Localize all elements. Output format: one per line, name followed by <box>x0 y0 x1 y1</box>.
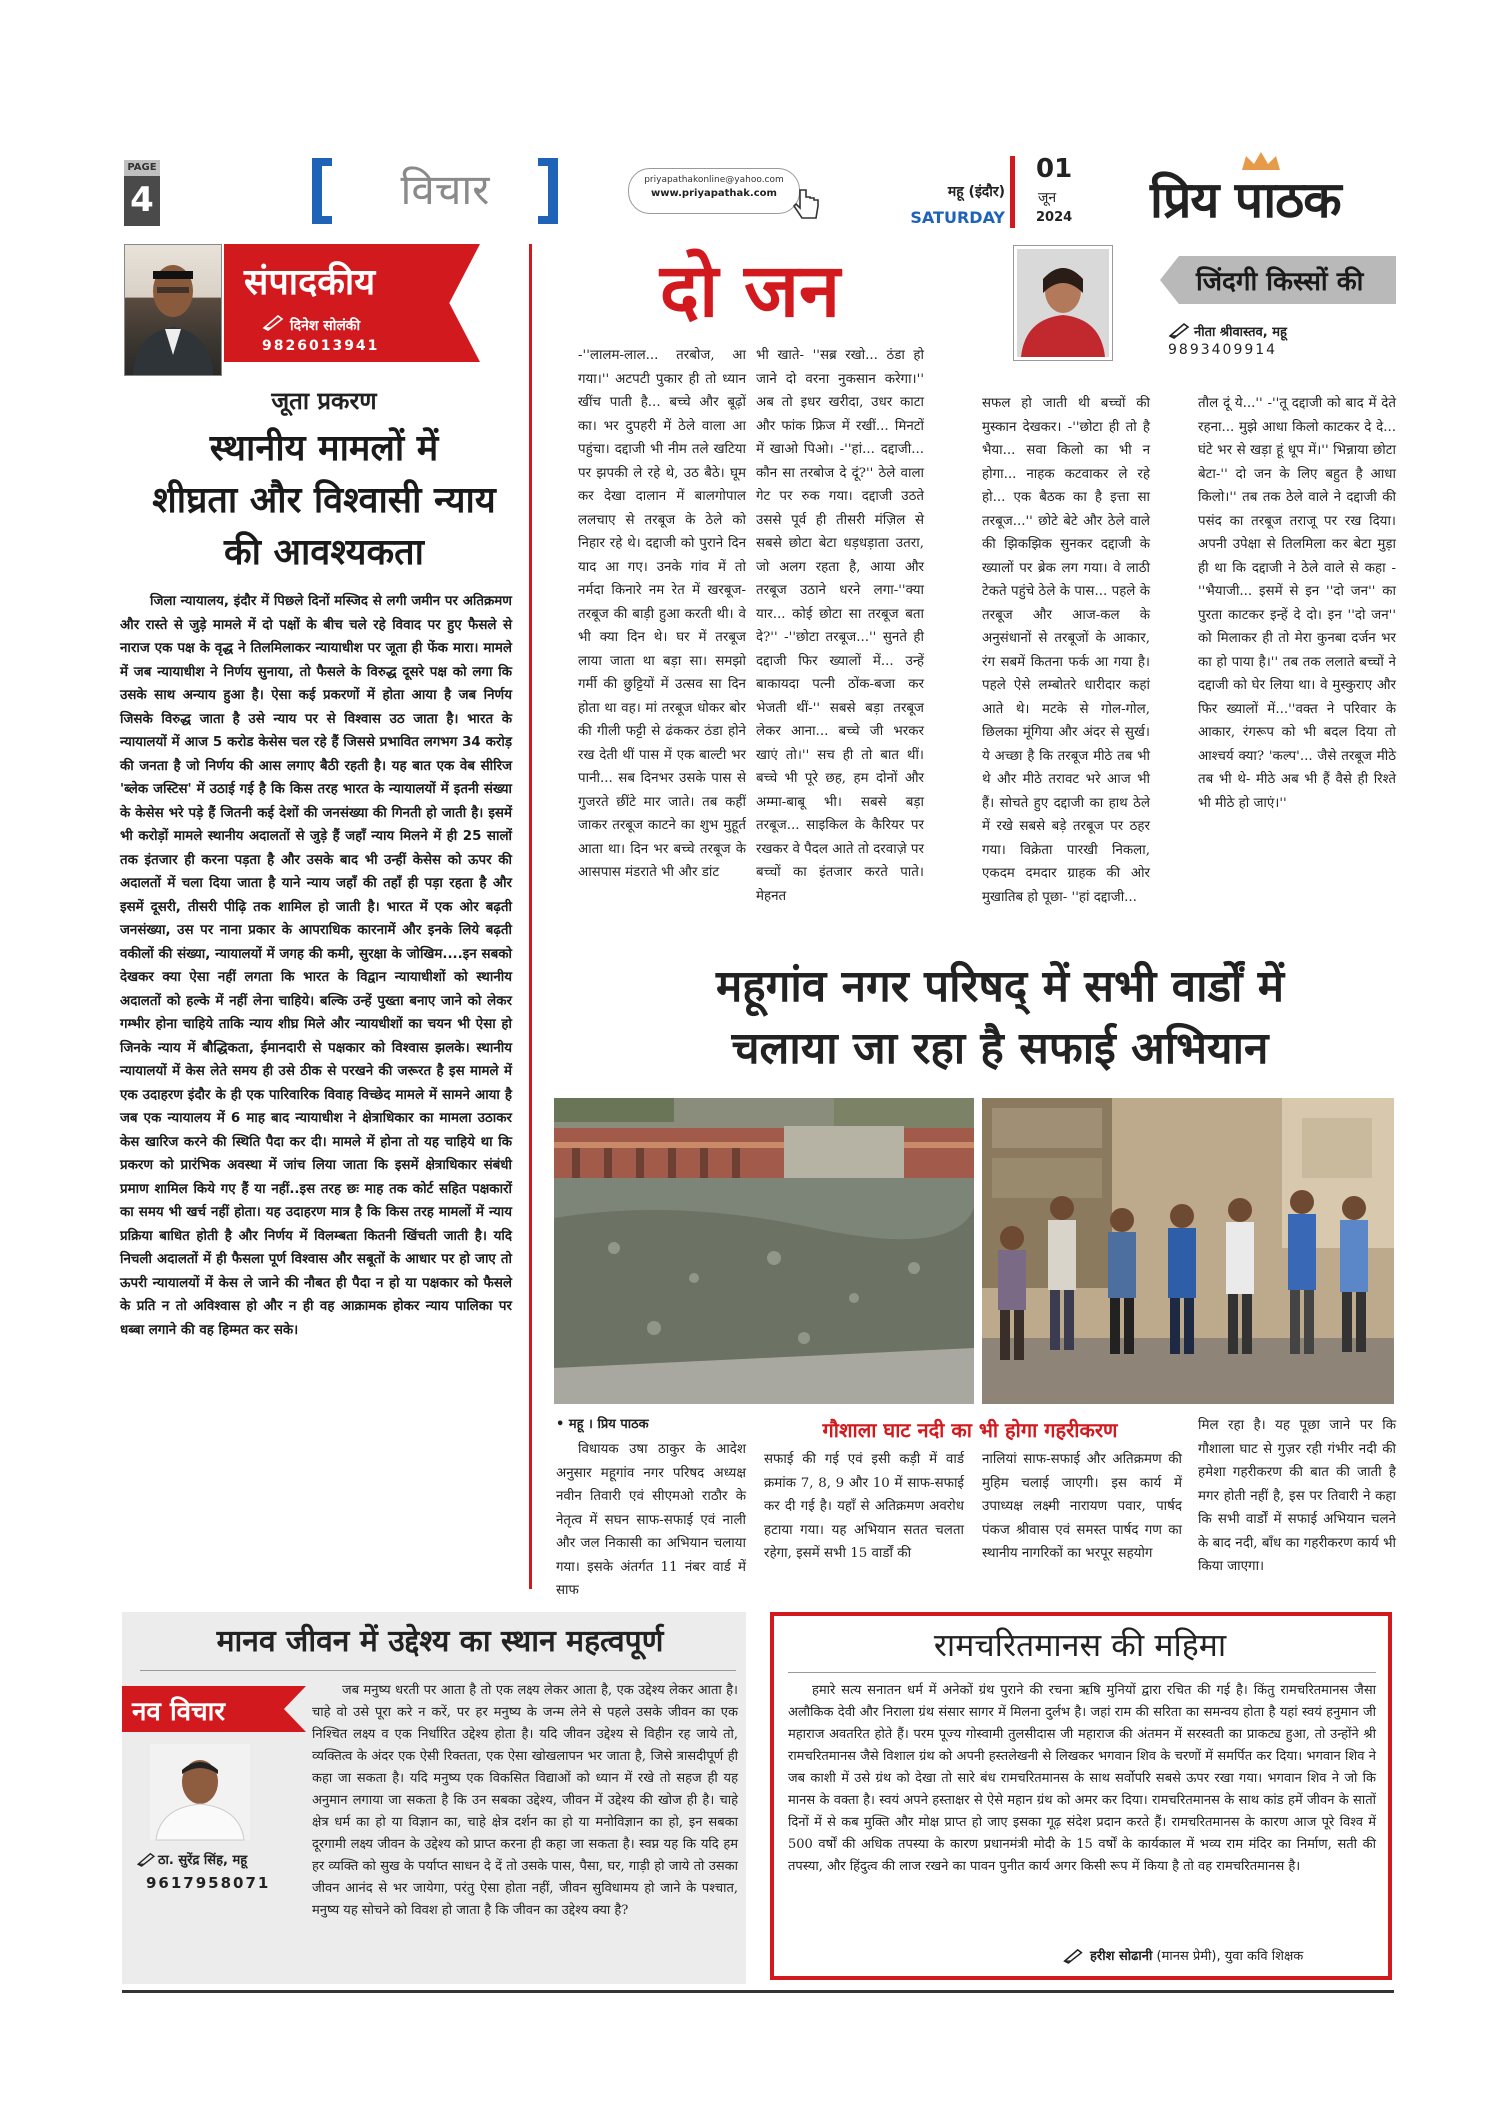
date-year: 2024 <box>1036 210 1073 225</box>
editorial-body: जिला न्यायालय, इंदौर में पिछले दिनों मस्जिद से लगी जमीन पर अतिक्रमण और रास्ते से जुड़े मामले में दो पक्षों के बीच चले रहे विवाद पर हुए फैसले से नाराज एक पक्ष के वृद्ध ने तिलमिलाकर न्यायाधीश पर जूता ही फेंक मारा। मामले में जब न्यायाधीश ने निर्णय सुनाया, तो फैसले के विरुद्ध दूसरे पक्ष को लगा कि उसके साथ अन्याय हुआ है। ऐसा कई प्रकरणों में होता आया है जब निर्णय जिसके विरुद्ध जाता है उसे न्याय पर से विश्वास उठ जाता है। भारत के न्यायालयों में आज 5 करोड केसेस चल रहे हैं जिससे प्रभावित लगभग 34 करोड़ की जनता है जो निर्णय की आस लगाए बैठी रहती है। यह बात एक वेब सीरिज 'ब्लेक जस्टिस' में उठाई गई है कि किस तरह भारत के न्यायालयों में इतनी संख्या के केसेस भरे पड़े हैं जितनी कई देशों की जनसंख्या की गिनती हो जाती है। इसमें भी करोड़ों मामले स्थानीय अदालतों से जुड़े हैं जहाँ न्याय मिलने में ही 25 सालों तक इंतजार ही करना पड़ता है और उसके बाद भी उन्हीं केसेस को ऊपर की अदालतों में चला दिया जाता है याने न्याय जहाँ की तहाँ ही पड़ा रहता है और इसमें दूसरी, तीसरी पीढ़ि तक शामिल हो जाती है। भारत में एक ओर बढ़ती जनसंख्या, उस पर नाना प्रकार के आपराधिक कारनामें और इनके लिये बढ़ती वकीलों की संख्या, न्यायालयों में जगह की कमी, सुरक्षा के जोखिम....इन सबको देखकर क्या ऐसा नहीं लगता कि भारत के विद्वान न्यायाधीशों को स्थानीय अदालतों को हल्के में नहीं लेना चाहिये। बल्कि उन्हें पुख्ता बनाए जाने को लेकर गम्भीर होना चाहिये ताकि न्याय शीघ्र मिले और न्यायधीशों का चयन भी ऐसा हो जिनके न्याय में बौद्धिकता, ईमानदारी से पक्षकार को विश्वास झलके। स्थानीय न्यायालयों में केस लेते समय ही उसे ठीक से परखने की जरूरत है इस मामले में एक उदाहरण इंदौर के ही एक पारिवारिक विवाह विच्छेद मामले में सामने आया है जब एक न्यायालय में 6 माह बाद न्यायाधीश ने क्षेत्राधिकार का मामला उठाकर केस खारिज करने की स्थिति पैदा कर दी। मामले में होना तो यह चाहिये था कि प्रकरण को प्रारंभिक अवस्था में जांच लिया जाता कि इसमें क्षेत्राधिकार संबंधी प्रमाण शामिल किये गए हैं या नहीं..इस तरह छः माह तक कोर्ट सहित पक्षकारों का समय भी खर्च नहीं होता। यह उदाहरण मात्र है कि किस तरह मामलों में न्याय प्रक्रिया बाधित होती है और निर्णय में विलम्बता कितनी खिंचती जाती है। यदि निचली अदालतों में ही फैसला पूर्ण विश्वास और सबूतों के आधार पर हो जाए तो ऊपरी न्यायालयों में केस ले जाने की नौबत ही पैदा न हो या पक्षकार को फैसले के प्रति न तो अविश्वास हो और न ही वह आक्रामक होकर न्याय पालिका पर धब्बा लगाने की वह हिम्मत कर सके। <box>120 594 513 1338</box>
page-label-box <box>124 160 160 226</box>
zindagi-label: जिंदगी किस्सों की <box>1196 267 1364 297</box>
day-text: SATURDAY <box>910 208 1005 227</box>
nav-vichar-headline: मानव जीवन में उद्देश्य का स्थान महत्वपूर्ण <box>216 1624 664 1659</box>
page-label: PAGE <box>124 160 160 176</box>
nav-vichar-phone: 9617958071 <box>146 1874 271 1892</box>
news-subhead: गौशाला घाट नदी का भी होगा गहरीकरण <box>822 1418 1118 1442</box>
photo-officials <box>982 1098 1394 1404</box>
editorial-photo <box>124 244 222 376</box>
section-bracket-left-top <box>312 158 332 166</box>
email-text: priyapathakonline@yahoo.com <box>644 175 784 185</box>
nav-vichar-photo <box>150 1744 250 1840</box>
nav-vichar-label: नव विचार <box>132 1697 226 1727</box>
editorial-kicker: जूता प्रकरण <box>271 386 377 415</box>
section-bracket-right-bot <box>538 216 558 224</box>
pen-icon <box>262 314 284 330</box>
date-divider <box>1010 156 1015 228</box>
place-text: महू (इंदौर) <box>947 184 1005 200</box>
story-col-2: भी खाते- ''सब्र रखो... ठंडा हो जाने दो वरना नुकसान करेगा।'' अब तो इधर खरीदा, उधर काटा और फांक फ्रिज में रखीं... मिनटों में खाओ पिओ। -''हां... दद्दाजी... कौन सा तरबोज दे दूं?'' ठेले वाला गेट पर रुक गया। दद्दाजी उठते उससे पूर्व ही तीसरी मंज़िल से सबसे छोटा बेटा धड़धड़ाता उतरा, जो अलग रहता है, आया और तरबूज उठाने धरने लगा-''क्या यार... कोई छोटा सा तरबूज बता दे?'' -''छोटा तरबूज...'' सुनते ही दद्दाजी फिर ख्यालों में... उन्हें बाकायदा पत्नी ठोंक-बजा कर भेजती थीं-'' सबसे बड़ा तरबूज लेकर आना... बच्चे जी भरकर खाएं तो।'' सच ही तो बात थीं। बच्चे भी पूरे छह, हम दोनों और अम्मा-बाबू भी। सबसे बड़ा तरबूज... साइकिल के कैरियर पर रखकर वे पैदल आते तो दरवाज़े पर बच्चों का इंतजार करते पाते। मेहनत <box>756 348 924 904</box>
section-title: विचार <box>400 165 490 214</box>
story-title: दो जन <box>659 248 841 334</box>
page-bottom-rule <box>122 1990 1394 1993</box>
nav-vichar-body: जब मनुष्य धरती पर आता है तो एक लक्ष्य लेकर आता है, एक उद्देश्य लेकर आता है। चाहे वो उसे पूरा करे न करें, पर हर मनुष्य के जन्म लेने से पहले उसके जीवन का एक निश्चित लक्ष्य व एक निर्धारित उद्देश्य होता है। यदि जीवन उद्देश्य से विहीन रह जाये तो, व्यक्तित्व के अंदर एक ऐसी रिक्तता, एक ऐसा खोखलापन भर जाता है, जिसे त्रासदीपूर्ण ही कहा जा सकता है। यदि मनुष्य एक विकसित विद्याओं को ध्यान में रखे तो सहज ही यह अनुमान लगाया जा सकता है कि उन सबका उद्देश्य, जीवन में उद्देश्य की खोज ही है। चाहे क्षेत्र धर्म का हो या विज्ञान का, चाहे क्षेत्र दर्शन का हो या मनोविज्ञान का हो, इन सबका दूरगामी लक्ष्य जीवन के उद्देश्य को प्राप्त करना ही कहा जा सकता है। स्वप्न यह कि यदि हम हर व्यक्ति को सुख के पर्याप्त साधन दे दें तो उसके पास, पैसा, घर, गाड़ी हो जाये तो उसका जीवन आनंद से भर जायेगा, परंतु ऐसा होता नहीं, जीवन सुविधामय हो जाने के पश्चात, मनुष्य यह सोचने को विवश हो जाता है कि जीवन का उद्देश्य क्या है? <box>312 1683 738 1918</box>
nav-vichar-author: ठा. सुरेंद्र सिंह, महू <box>158 1853 248 1868</box>
news-col-2: सफाई की गई एवं इसी कड़ी में वार्ड क्रमांक 7, 8, 9 और 10 में साफ-सफाई कर दी गई है। यहाँ से अतिक्रमण अवरोध हटाया गया। यह अभियान सतत चलता रहेगा, इसमें सभी 15 वार्डों की <box>764 1452 964 1561</box>
editorial-divider <box>529 244 532 1589</box>
editorial-section-label: संपादकीय <box>244 261 376 303</box>
section-bracket-right-top <box>538 158 558 166</box>
zindagi-photo <box>1014 246 1112 360</box>
news-col-3: नालियां साफ-सफाई और अतिक्रमण की मुहिम चलाई जाएगी। इस कार्य में उपाध्यक्ष लक्ष्मी नारायण पवार, पार्षद पंकज श्रीवास एवं समस्त पार्षद गण का स्थानीय नागरिकों का भरपूर सहयोग <box>982 1452 1182 1561</box>
zindagi-author: नीता श्रीवास्तव, महू <box>1194 325 1287 340</box>
editorial-headline-1: स्थानीय मामलों में <box>209 427 439 469</box>
ramcharit-body: हमारे सत्य सनातन धर्म में अनेकों ग्रंथ पुराने की रचना ऋषि मुनियों द्वारा रचित की गई है। किंतु रामचरितमानस जैसा अलौकिक देवी और निराला ग्रंथ संसार सागर में मिलना दुर्लभ है। जहां राम की सरिता का समन्वय होता है यहां स्वयं हनुमान जी महाराज अवतरित होते हैं। परम पूज्य गोस्वामी तुलसीदास जी महाराज की अंतमन में सरस्वती का प्राकट्य हुआ, तो उन्होंने श्री रामचरितमानस जैसे विशाल ग्रंथ को अपनी हस्तलेखनी से लिखकर भगवान शिव के चरणों में समर्पित कर दिया। भगवान शिव ने जब काशी में उसे ग्रंथ को देखा तो सारे बंध रामचरितमानस के साथ सर्वोपरि सबसे ऊपर रखा गया। भगवान शिव ने जो कि मानस के वक्ता है। स्वयं अपने हस्ताक्षर से ऐसे महान ग्रंथ को अमर कर दिया। रामचरितमानस के साथ कांड हमें जीवन के सातों दिनों में से कब मुक्ति और मोक्ष प्राप्त हो जाए इसका गूढ़ संदेश प्रदान करते हैं। रामचरितमानस के कारण आज पूरे विश्व में 500 वर्षों की अधिक तपस्या के कारण प्रधानमंत्री मोदी के 15 वर्षों के कार्यकाल में भव्य राम मंदिर का निर्माण, सती की तपस्या, और हिंदुत्व की लाज रखने का पावन पुनीत कार्य अगर किसी रूप में किया है तो वह रामचरितमानस है। <box>788 1683 1376 1874</box>
section-bracket-left <box>312 158 322 224</box>
editorial-phone: 9826013941 <box>262 338 380 354</box>
photo-river-ghat <box>554 1098 974 1404</box>
news-col-1: विधायक उषा ठाकुर के आदेश अनुसार महूगांव नगर परिषद अध्यक्ष नवीन तिवारी एवं सीएमओ राठौर के नेतृत्व में सघन साफ-सफाई एवं नाली और जल निकासी का अभियान चलाया गया। इसके अंतर्गत 11 नंबर वार्ड में साफ <box>556 1442 746 1598</box>
section-bracket-left-bot <box>312 216 332 224</box>
pen-icon-3 <box>136 1852 156 1866</box>
date-number: 01 <box>1036 154 1073 184</box>
story-col-4: तौल दूं ये...'' -''तू दद्दाजी को बाद में देते रहना... मुझे आधा किलो काटकर दे दे... घंटे भर से खड़ा हूं धूप में।'' भिन्नाया छोटा बेटा-'' दो जन के लिए बहुत है आधा किलो।'' तब तक ठेले वाले ने दद्दाजी की पसंद का तरबूज तराजू पर रख दिया। अपनी उपेक्षा से तिलमिला कर बेटा मुड़ा ही था कि दद्दाजी ने ठेले वाले से कहा -''भैयाजी... इसमें से इन ''दो जन'' का पुरता काटकर इन्हें दे दो। इन ''दो जन'' को मिलाकर ही तो मेरा कुनबा दर्जन भर का हो पाया है।'' तब तक ललाते बच्चों ने दद्दाजी को घेर लिया था। वे मुस्कुराए और फिर ख्यालों में...''वक्त ने परिवार के आकार, रंगरूप को भी बदल दिया तो आश्चर्य क्या? 'कल्प'... जैसे तरबूज मीठे तब भी थे- मीठे अब भी हैं वैसे ही रिश्ते भी मीठे हो जाएं।'' <box>1198 396 1396 811</box>
masthead-logo: प्रिय पाठक <box>1150 171 1341 229</box>
page-number: 4 <box>130 180 154 220</box>
news-dateline: • महू । प्रिय पाठक <box>556 1417 649 1432</box>
editorial-headline-3: की आवश्यकता <box>224 531 424 573</box>
ramcharit-author <box>1090 1946 1303 1964</box>
zindagi-phone: 9893409914 <box>1168 342 1278 358</box>
editorial-headline-2: शीघ्रता और विश्वासी न्याय <box>152 479 496 521</box>
ramcharit-rule <box>788 1672 1376 1673</box>
news-headline-1: महूगांव नगर परिषद् में सभी वार्डों में <box>715 961 1285 1012</box>
pen-icon-4 <box>1062 1948 1084 1963</box>
website-text: www.priyapathak.com <box>651 188 777 199</box>
story-col-3: सफल हो जाती थी बच्चों की मुस्कान देखकर। -''छोटा ही तो है भैया... सवा किलो का भी न होगा... नाहक कटवाकर ले रहे हो... एक बैठक का है इत्ता सा तरबूज...'' छोटे बेटे और ठेले वाले की झिकझिक सुनकर दद्दाजी के ख्यालों पर ब्रेक लग गया। वे लाठी टेकते पहुंचे ठेले के पास... पहले के तरबूज और आज-कल के अनुसंधानों से तरबूजों के आकार, रंग सबमें कितना फर्क आ गया है। पहले ऐसे लम्बोतरे धारीदार कहां आते थे। मटके से गोल-गोल, छिलका मूंगिया और अंदर से सुर्ख। ये अच्छा है कि तरबूज मीठे तब भी थे और मीठे तरावट भरे आज भी हैं। सोचते हुए दद्दाजी का हाथ ठेले में रखे सबसे बड़े तरबूज पर ठहर गया। विक्रेता पारखी निकला, एकदम दमदार ग्राहक की ओर मुखातिब हो पूछा- ''हां दद्दाजी... <box>982 396 1150 905</box>
contact-box <box>628 168 800 214</box>
masthead-crown-icon <box>1238 150 1284 172</box>
nav-vichar-rule <box>140 1670 736 1671</box>
news-headline-2: चलाया जा रहा है सफाई अभियान <box>731 1023 1269 1074</box>
ramcharit-author-suffix: (मानस प्रेमी), युवा कवि शिक्षक <box>1156 1949 1304 1964</box>
ramcharit-author-name: हरीश सोढानी <box>1090 1949 1153 1964</box>
story-col-1: -''लालम-लाल... तरबोज, आ गया।'' अटपटी पुकार ही तो ध्यान खींच पाती है... बच्चे और बूढ़ों का। भर दुपहरी में ठेले वाला आ पहुंचा। दद्दाजी भी नीम तले खटिया पर झपकी ले रहे थे, उठ बैठे। घूम कर देखा दालान में बालगोपाल ललचाए से तरबूज के ठेले को निहार रहे थे। दद्दाजी को पुराने दिन याद आ गए। उनके गांव में तो नर्मदा किनारे नम रेत में खरबूज-तरबूज की बाड़ी हुआ करती थी। वे भी क्या दिन थे। घर में तरबूज लाया जाता था बड़ा सा। समझो गर्मी की छुट्टियों में उत्सव सा दिन होता था वह। मां तरबूज धोकर बोर की गीली फट्टी से ढंककर ठंडा होने रख देती थीं पास में एक बाल्टी भर पानी... सब दिनभर उसके पास से गुजरते छींटे मार जाते। तब कहीं जाकर तरबूज काटने का शुभ मुहूर्त आता था। दिन भर बच्चे तरबूज के आसपास मंडराते भी और डांट <box>578 348 746 880</box>
pen-icon-2 <box>1168 322 1190 338</box>
ramcharit-headline: रामचरितमानस की महिमा <box>933 1626 1227 1664</box>
news-col-4: मिल रहा है। यह पूछा जाने पर कि गौशाला घाट से गुज़र रही गंभीर नदी की हमेशा गहरीकरण की बात की जाती है मगर होती नहीं है, इस पर तिवारी ने कहा कि सभी वार्डों में सफाई अभियान चलने के बाद नदी, बाँध का गहरीकरण कार्य भी किया जाएगा। <box>1198 1418 1396 1574</box>
pointer-hand-icon <box>790 186 824 222</box>
date-month: जून <box>1038 190 1057 206</box>
editorial-author: दिनेश सोलंकी <box>290 318 361 334</box>
section-bracket-right <box>548 158 558 224</box>
